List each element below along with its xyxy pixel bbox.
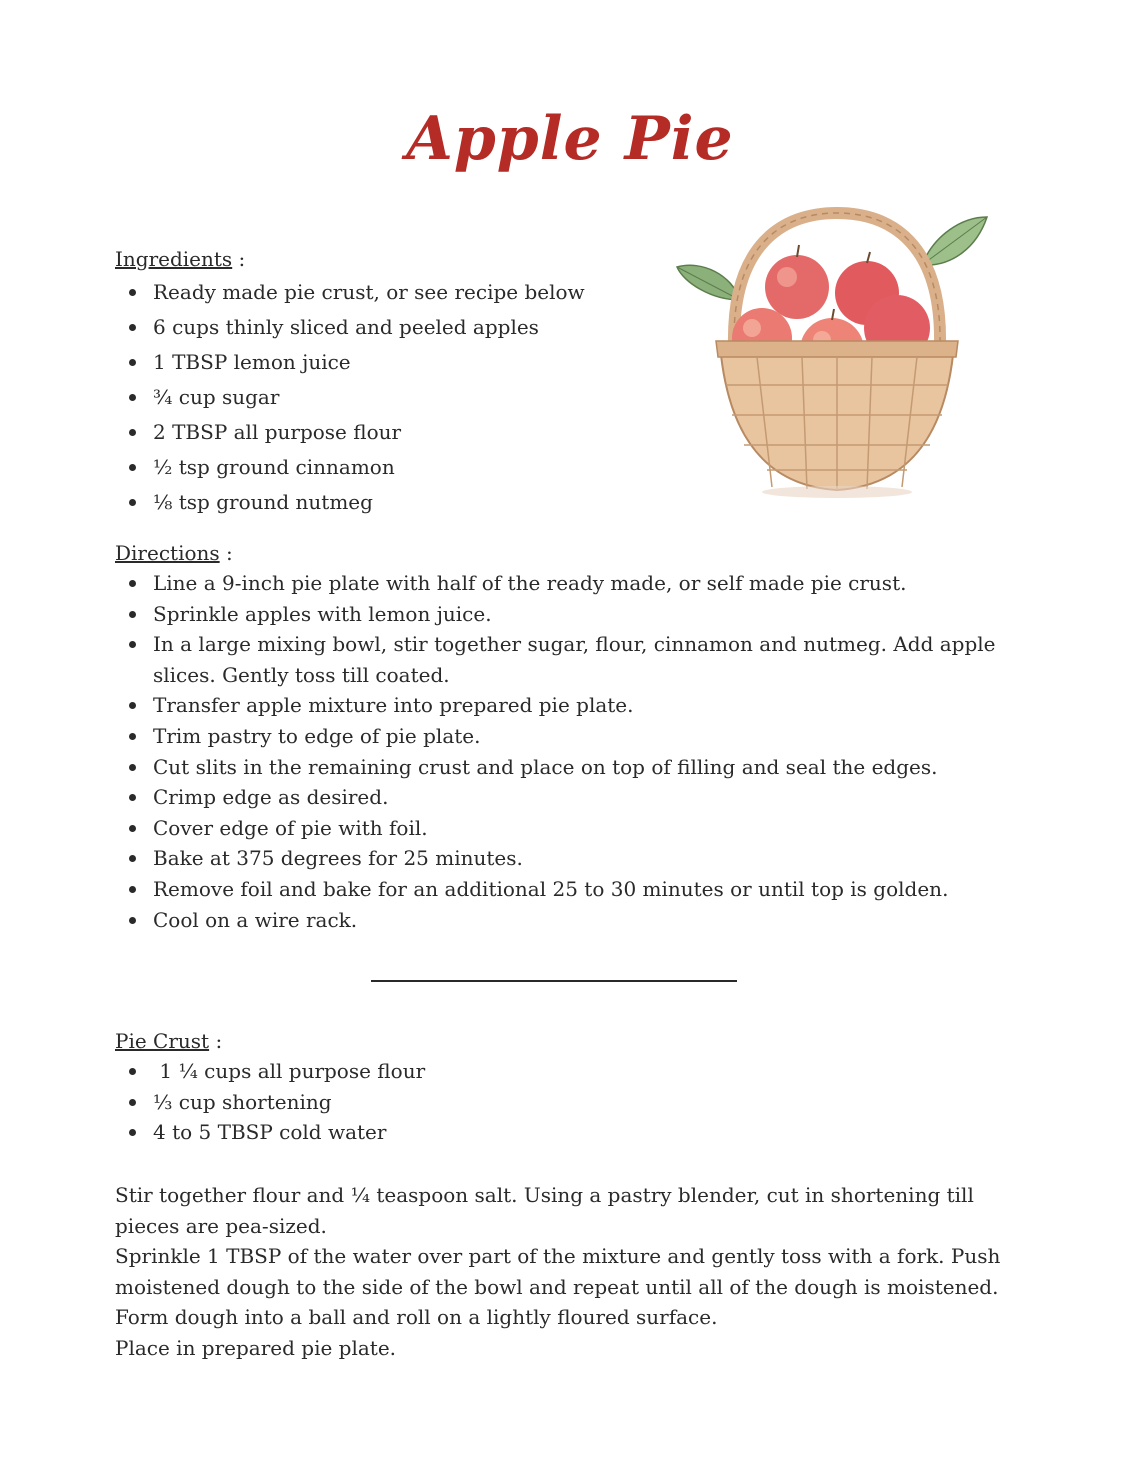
list-item: ½ tsp ground cinnamon [115,450,585,485]
list-item: Cool on a wire rack. [115,905,1035,936]
list-item: Line a 9-inch pie plate with half of the ready made, or self made pie crust. [115,568,1035,599]
list-item: 2 TBSP all purpose flour [115,415,585,450]
instruction-paragraph: Place in prepared pie plate. [115,1335,397,1360]
list-item: Transfer apple mixture into prepared pie plate. [115,690,1035,721]
pie-crust-heading: Pie Crust : [115,1029,223,1053]
pie-crust-instructions [115,1180,1035,1364]
directions-heading: Directions : [115,541,233,565]
list-item: 1 ¼ cups all purpose flour [115,1056,425,1087]
list-item: ⅓ cup shortening [115,1087,425,1118]
pie-crust-section [115,1026,425,1148]
list-item: Trim pastry to edge of pie plate. [115,721,1035,752]
list-item: 6 cups thinly sliced and peeled apples [115,310,585,345]
instruction-paragraph: Stir together flour and ¼ teaspoon salt. Using a pastry blender, cut in shortening till pieces are pea-sized. [115,1183,974,1238]
list-item: 4 to 5 TBSP cold water [115,1117,425,1148]
page-title: Apple Pie [406,104,734,174]
ingredients-section [115,244,585,520]
list-item: 1 TBSP lemon juice [115,345,585,380]
directions-section [115,538,1035,935]
list-item: In a large mixing bowl, stir together sugar, flour, cinnamon and nutmeg. Add apple slices. Gently toss till coated. [115,629,1035,690]
list-item: Cut slits in the remaining crust and place on top of filling and seal the edges. [115,752,1035,783]
apple-basket-icon [672,205,992,505]
list-item: Bake at 375 degrees for 25 minutes. [115,843,1035,874]
instruction-paragraph: Sprinkle 1 TBSP of the water over part of the mixture and gently toss with a fork. Push moistened dough to the side of the bowl and repeat until all of the dough is moistened. [115,1244,1001,1299]
list-item: ¾ cup sugar [115,380,585,415]
ingredients-heading: Ingredients : [115,247,246,271]
ingredients-list [115,275,585,520]
list-item: Ready made pie crust, or see recipe below [115,275,585,310]
list-item: Crimp edge as desired. [115,782,1035,813]
pie-crust-list [115,1056,425,1148]
directions-list [115,568,1035,935]
list-item: Cover edge of pie with foil. [115,813,1035,844]
section-divider [371,980,737,982]
list-item: Sprinkle apples with lemon juice. [115,599,1035,630]
list-item: ⅛ tsp ground nutmeg [115,485,585,520]
instruction-paragraph: Form dough into a ball and roll on a lightly floured surface. [115,1305,718,1330]
list-item: Remove foil and bake for an additional 25 to 30 minutes or until top is golden. [115,874,1035,905]
